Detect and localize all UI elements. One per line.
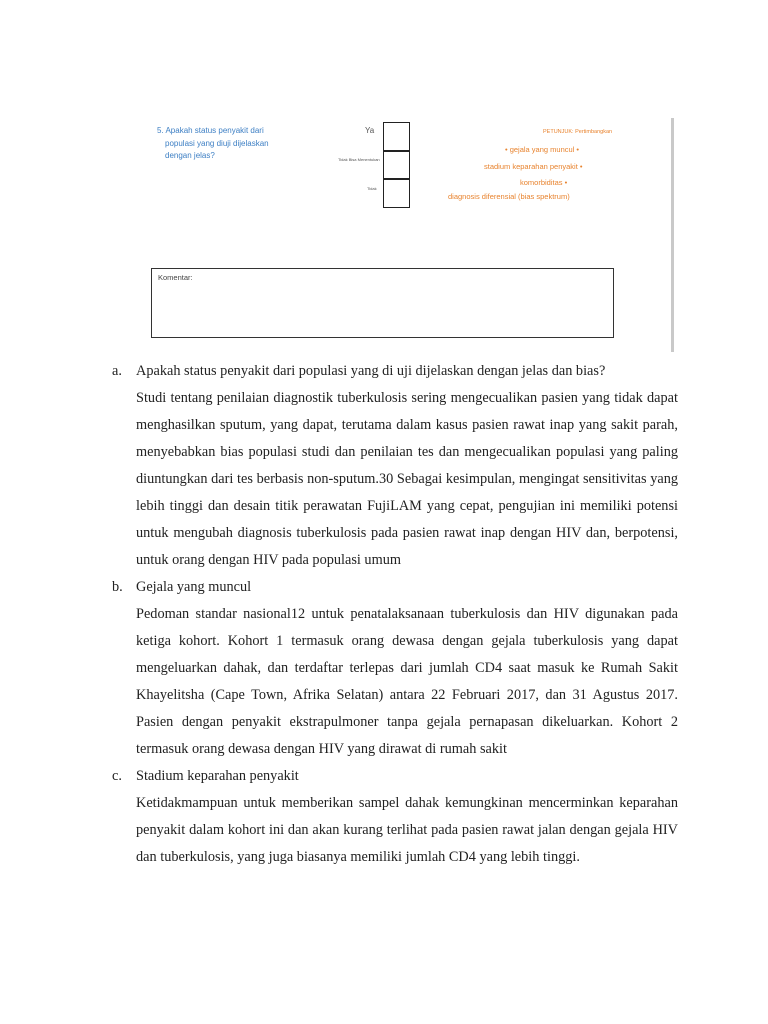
option-ya-checkbox[interactable] bbox=[383, 122, 410, 152]
comment-textarea[interactable] bbox=[151, 268, 614, 338]
option-ya-label: Ya bbox=[365, 126, 375, 135]
hint-title: PETUNJUK: Pertimbangkan bbox=[543, 129, 613, 135]
list-marker: c. bbox=[112, 768, 122, 784]
form-question bbox=[157, 125, 307, 163]
option-tidak-label: Tidak bbox=[367, 186, 377, 191]
figure-edge-line bbox=[671, 118, 674, 352]
hint-item: diagnosis diferensial (bias spektrum) bbox=[448, 192, 570, 201]
document-body bbox=[112, 358, 678, 871]
hint-item: stadium keparahan penyakit • bbox=[484, 162, 583, 171]
hint-item: komorbiditas • bbox=[520, 178, 568, 187]
item-paragraph: Studi tentang penilaian diagnostik tuberkulosis sering mengecualikan pasien yang tidak dapat menghasilkan sputum, yang dapat, terutama dalam kasus pasien rawat inap yang sakit parah, menyebabkan bias populasi studi dan penilaian tes dan mengecualikan populasi yang paling diuntungkan dari tes berbasis non-sputum.30 Sebagai kesimpulan, mengingat sensitivitas yang lebih tinggi dan desain titik perawatan FujiLAM yang cepat, pengujian ini memiliki potensi untuk mengubah diagnosis tuberkulosis pada pasien rawat inap dengan HIV dan, berpotensi, untuk orang dengan HIV pada populasi umum bbox=[136, 390, 678, 568]
item-paragraph: Ketidakmampuan untuk memberikan sampel dahak kemungkinan mencerminkan keparahan penyakit dalam kohort ini dan akan kurang terlihat pada pasien rawat jalan dengan gejala HIV dan tuberkulosis, yang juga biasanya memiliki jumlah CD4 yang lebih tinggi. bbox=[136, 795, 678, 865]
comment-label: Komentar: bbox=[158, 273, 193, 282]
list-marker: a. bbox=[112, 363, 122, 379]
list-item bbox=[112, 358, 678, 385]
item-heading: Stadium keparahan penyakit bbox=[136, 768, 299, 784]
option-cannot-determine-checkbox[interactable] bbox=[383, 150, 410, 180]
item-heading: Apakah status penyakit dari populasi yang di uji dijelaskan dengan jelas dan bias? bbox=[136, 363, 606, 379]
item-paragraph: Pedoman standar nasional12 untuk penatalaksanaan tuberkulosis dan HIV digunakan pada ketiga kohort. Kohort 1 termasuk orang dewasa dengan gejala tuberkulosis yang dapat mengeluarkan dahak, dan terdaftar terlepas dari jumlah CD4 saat masuk ke Rumah Sakit Khayelitsha (Cape Town, Afrika Selatan) antara 22 Februari 2017, dan 31 Agustus 2017. Pasien dengan penyakit ekstrapulmoner tanpa gejala pernapasan dikeluarkan. Kohort 2 termasuk orang dewasa dengan HIV yang dirawat di rumah sakit bbox=[136, 606, 678, 757]
list-item bbox=[112, 574, 678, 601]
form-question-line: dengan jelas? bbox=[165, 151, 215, 160]
hint-item: • gejala yang muncul • bbox=[505, 145, 580, 154]
option-cannot-determine-label: Tidak Bisa Menentukan bbox=[338, 157, 380, 162]
list-marker: b. bbox=[112, 579, 123, 595]
list-item bbox=[112, 763, 678, 790]
option-tidak-checkbox[interactable] bbox=[383, 178, 410, 208]
form-question-line: populasi yang diuji dijelaskan bbox=[165, 138, 269, 148]
form-question-line: 5. Apakah status penyakit dari bbox=[157, 126, 264, 135]
item-heading: Gejala yang muncul bbox=[136, 579, 252, 595]
